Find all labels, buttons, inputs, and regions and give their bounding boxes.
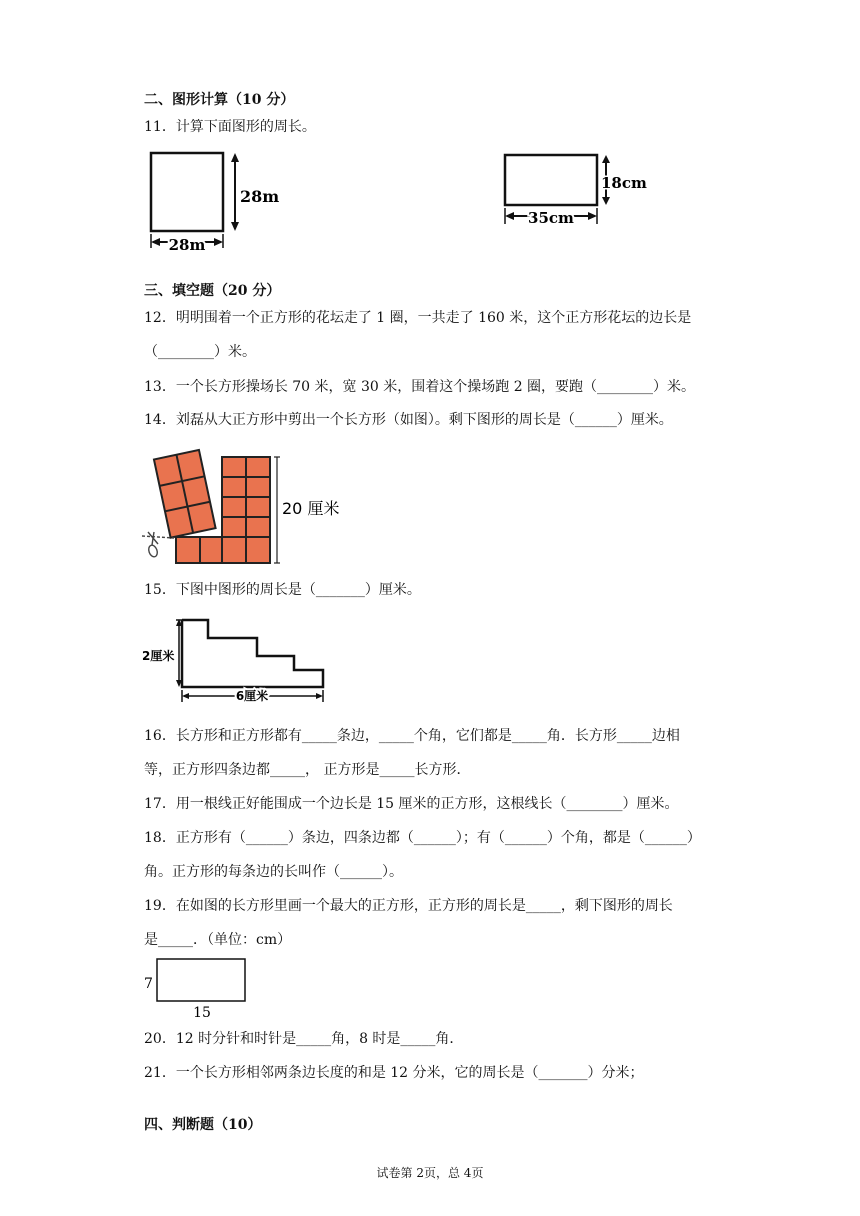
- question-11: 11．计算下面图形的周长。: [144, 119, 316, 135]
- section-heading-4: 四、判断题（10）: [144, 1117, 262, 1133]
- question-18-line-2: 角。正方形的每条边的长叫作（______）。: [144, 864, 403, 880]
- question-12-line-2: （________）米。: [144, 344, 256, 360]
- figure-11-rectangle: [500, 150, 660, 232]
- figure-11-square: [140, 148, 280, 256]
- fig11a-bottom-label: 28m: [168, 236, 206, 254]
- fig11b-bottom-label: 35cm: [528, 209, 574, 227]
- question-13: 13．一个长方形操场长 70 米，宽 30 米，围着这个操场跑 2 圈，要跑（________）米。: [144, 379, 696, 395]
- section-heading-3: 三、填空题（20 分）: [144, 283, 281, 299]
- question-21: 21．一个长方形相邻两条边长度的和是 12 分米，它的周长是（_______）分米；: [144, 1065, 644, 1081]
- question-14: 14．刘磊从大正方形中剪出一个长方形（如图）。剩下图形的周长是（______）厘米。: [144, 412, 673, 428]
- fig14-label: 20 厘米: [282, 499, 340, 518]
- fig19-side-label: 7: [144, 976, 153, 992]
- section-heading-2: 二、图形计算（10 分）: [144, 92, 295, 108]
- figure-15-staircase: [140, 614, 340, 704]
- page-footer: 试卷第 2页，总 4页: [376, 1166, 484, 1180]
- question-20: 20．12 时分针和时针是_____角，8 时是_____角．: [144, 1031, 464, 1047]
- question-16-line-1: 16．长方形和正方形都有_____条边，_____个角，它们都是_____角．长方形_____边相: [144, 728, 680, 744]
- question-17: 17．用一根线正好能围成一个边长是 15 厘米的正方形，这根线长（________）厘米。: [144, 796, 679, 812]
- figure-14-cut-square: [140, 448, 350, 572]
- fig15-bottom-label: 6厘米: [235, 689, 269, 703]
- fig11b-side-label: 18cm: [601, 174, 647, 192]
- question-19-line-1: 19．在如图的长方形里画一个最大的正方形，正方形的周长是_____，剩下图形的周长: [144, 898, 673, 914]
- cut-rectangle: [154, 450, 216, 538]
- question-19-line-2: 是_____．（单位：cm）: [144, 932, 292, 948]
- question-15: 15．下图中图形的周长是（_______）厘米。: [144, 582, 421, 598]
- question-18-line-1: 18．正方形有（______）条边，四条边都（______）；有（______）个角，都是（______）: [144, 830, 701, 846]
- fig15-side-label: 2厘米: [142, 649, 175, 663]
- fig19-bottom-label: 15: [193, 1005, 211, 1021]
- figure-19-rectangle: [140, 955, 260, 1021]
- fig11a-side-label: 28m: [240, 187, 280, 206]
- question-12-line-1: 12．明明围着一个正方形的花坛走了 1 圈，一共走了 160 米，这个正方形花坛的边长是: [144, 310, 692, 326]
- question-16-line-2: 等，正方形四条边都_____， 正方形是_____长方形．: [144, 762, 471, 778]
